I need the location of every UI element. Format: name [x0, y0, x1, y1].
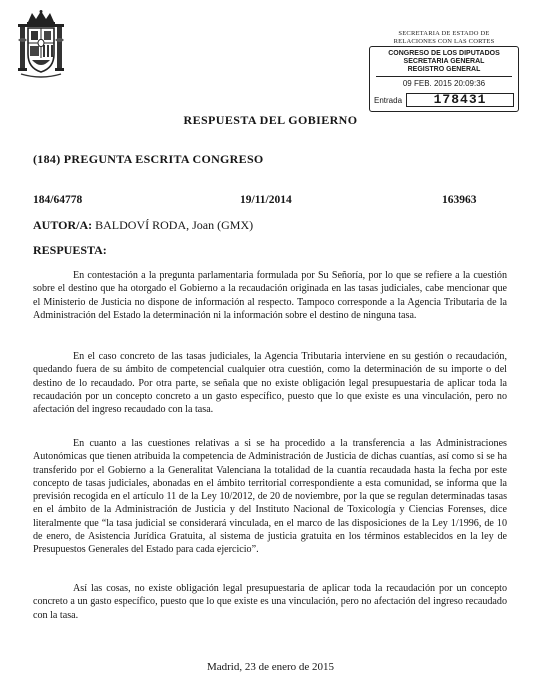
author-label: AUTOR/A:	[33, 218, 93, 232]
question-heading: (184) PREGUNTA ESCRITA CONGRESO	[33, 152, 264, 166]
reference-code: 163963	[442, 194, 477, 206]
closing-place-date: Madrid, 23 de enero de 2015	[206, 661, 335, 673]
stamp-entry-label: Entrada	[374, 95, 403, 105]
stamp-line-congreso: CONGRESO DE LOS DIPUTADOS	[388, 50, 500, 57]
stamp-line-registro: REGISTRO GENERAL	[407, 66, 481, 73]
response-paragraph-3: En cuanto a las cuestiones relativas a si se ha procedido a la transferencia a las Administraciones Autonómicas que tienen atribuida la competencia de Administración de Justicia de dichas cuantías, así como si se ha transferido por el Gobierno a la Generalitat Valenciana la totalidad de la cuantía recaudada hasta la fecha por este concepto de tasas judiciales, abonadas en el ámbito territorial correspondiente a esta comunidad, se informa que la previsión recogida en el artículo 11 de la Ley 10/2012, de 20 de noviembre, por la que se regulan determinadas tasas en el ámbito de la Administración de Justicia y del Instituto Nacional de Toxicología y Ciencias Forenses, dice literalmente que “la tasa judicial se considerará vinculada, en el marco de las disposiciones de la Ley 1/1996, de 10 de enero, de Asistencia Jurídica Gratuita, al sistema de justicia gratuita en los términos establecidos en la ley de Presupuestos Generales del Estado para cada ejercicio”.	[33, 438, 507, 556]
author-name: BALDOVÍ RODA, Joan (GMX)	[92, 218, 254, 232]
stamp-entry-number: 178431	[406, 93, 514, 107]
stamp-divider	[376, 76, 512, 77]
reference-date: 19/11/2014	[240, 194, 292, 206]
coat-of-arms-icon	[18, 10, 64, 80]
stamp-header-text: SECRETARIA DE ESTADO DE RELACIONES CON LAS CORTES	[393, 30, 495, 45]
stamp-date: 09 FEB. 2015 20:09:36	[402, 79, 486, 88]
response-paragraph-1: En contestación a la pregunta parlamentaria formulada por Su Señoría, por lo que se refiere a la cuestión sobre el destino que ha otorgado el Gobierno a la recaudación originada en las tasas judiciales, cabe mencionar que el Ministerio de Justicia no dispone de información al respecto. Tampoco corresponde a la Agencia Tributaria de la Administración del Estado la determinación ni la información sobre el destino de ninguna tasa.	[33, 270, 507, 321]
author-line	[33, 218, 253, 233]
response-paragraph-4: Así las cosas, no existe obligación legal presupuestaria de aplicar toda la recaudación por un concepto concreto a un gasto específico, puesto que lo que existe es una vinculación, pero no afectación del ingreso recaudado con la tasa.	[33, 583, 507, 621]
document-title: RESPUESTA DEL GOBIERNO	[183, 113, 358, 127]
response-label: RESPUESTA:	[33, 243, 107, 257]
response-paragraph-2: En el caso concreto de las tasas judiciales, la Agencia Tributaria interviene en su gestión o recaudación, quedando fuera de su ámbito de competencial cualquier otra cuestión, como la determinación de su importe o del destino de lo recaudado. Por otra parte, se señala que no existe obligación legal presupuestaria de aplicar toda la recaudación por un concepto concreto a un gasto específico, puesto que lo que existe es una vinculación, pero no afectación del ingreso recaudado con la tasa.	[33, 351, 507, 416]
stamp-line-secretaria: SECRETARIA GENERAL	[403, 58, 485, 65]
reference-number: 184/64778	[33, 194, 83, 206]
registry-stamp	[369, 46, 519, 112]
stamp-entry-row	[374, 93, 514, 107]
